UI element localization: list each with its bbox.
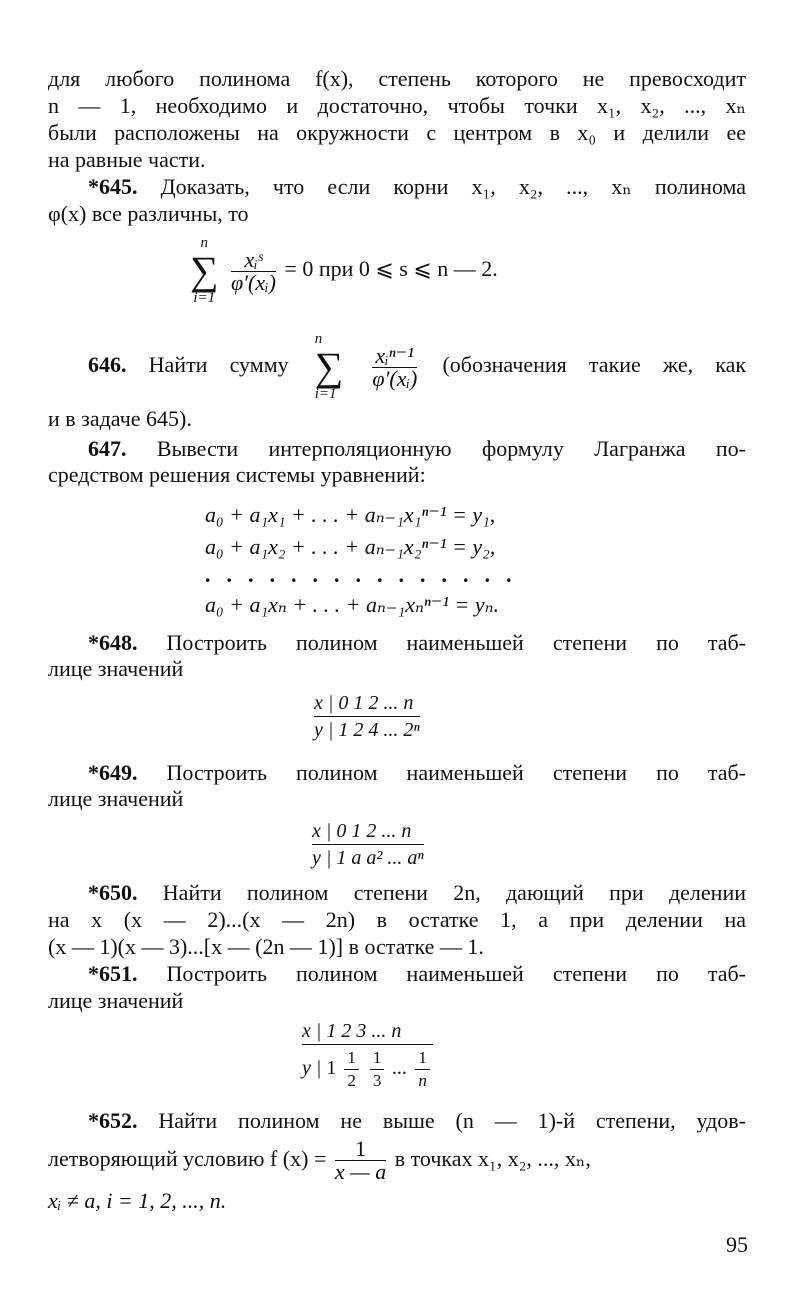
problem-652-line-2 bbox=[48, 1134, 746, 1184]
problem-650-number: *650. bbox=[88, 880, 138, 905]
problem-652-text-b: в точках x₁, x₂, ..., xₙ, bbox=[394, 1146, 591, 1171]
problem-645-formula bbox=[186, 236, 498, 306]
table-y-value: 1 bbox=[326, 1057, 337, 1079]
table-row-y: y | 1 a a² ... aⁿ bbox=[312, 844, 424, 871]
intro-line-1: для любого полинома f(x), степень которого не превосходит bbox=[48, 66, 746, 91]
table-fraction bbox=[370, 1047, 385, 1092]
value-table-651 bbox=[302, 1018, 433, 1092]
problem-647-text: Вывести интерполяционную формулу Лагранжа по- bbox=[156, 436, 746, 461]
problem-648-text: Построить полином наименьшей степени по таб- bbox=[166, 630, 747, 655]
problem-646-text-a: Найти сумму bbox=[148, 352, 289, 378]
problem-648-line-1 bbox=[88, 630, 746, 656]
sum-fraction bbox=[231, 246, 276, 295]
sigma-icon: ∑ bbox=[314, 344, 344, 389]
problem-648-line-2: лице значений bbox=[48, 656, 184, 681]
problem-650-line-1 bbox=[88, 880, 746, 906]
problem-652-text: Найти полином не выше (n — 1)-й степени, удов- bbox=[158, 1108, 747, 1133]
sum-lower-limit: i=1 bbox=[193, 290, 216, 306]
sum-fraction bbox=[372, 342, 418, 391]
page-number: 95 bbox=[726, 1232, 748, 1257]
intro-line-4: на равные части. bbox=[48, 147, 206, 172]
problem-647-number: 647. bbox=[88, 436, 127, 461]
fraction-numerator: 1 bbox=[344, 1047, 359, 1070]
table-ellipsis: ... bbox=[392, 1057, 408, 1079]
problem-651-number: *651. bbox=[88, 961, 138, 986]
value-table-648 bbox=[314, 690, 420, 743]
problem-649-line-1 bbox=[88, 760, 746, 786]
fraction-denominator: x — a bbox=[334, 1159, 387, 1185]
table-row-x: x | 0 1 2 ... n bbox=[314, 692, 414, 714]
fraction-numerator: 1 bbox=[415, 1047, 430, 1070]
intro-line-3: были расположены на окружности с центром в x₀ и делили ее bbox=[48, 120, 746, 145]
problem-650-line-2: на x (x — 2)...(x — 2n) в остатке 1, а при делении на bbox=[48, 907, 746, 932]
problem-645-line-2: φ(x) все различны, то bbox=[48, 201, 249, 226]
problem-651-line-2: лице значений bbox=[48, 988, 184, 1013]
problem-650-text: Найти полином степени 2n, дающий при делении bbox=[162, 880, 747, 905]
problem-651-line-1 bbox=[88, 961, 746, 987]
problem-649-text: Построить полином наименьшей степени по таб- bbox=[166, 760, 747, 785]
equation-dots: ............... bbox=[205, 562, 528, 587]
condition-fraction bbox=[335, 1138, 386, 1183]
sum-symbol bbox=[190, 236, 219, 306]
equation-2: a₀ + a₁x₂ + . . . + aₙ₋₁x₂ⁿ⁻¹ = y₂, bbox=[205, 534, 496, 559]
problem-645-number: *645. bbox=[88, 174, 138, 199]
fraction-numerator: xᵢⁿ⁻¹ bbox=[372, 345, 417, 368]
table-row-y: y | 1 2 4 ... 2ⁿ bbox=[314, 716, 420, 743]
sum-symbol bbox=[315, 332, 344, 402]
fraction-denominator: φ′(xᵢ) bbox=[231, 269, 276, 295]
problem-651-text: Построить полином наименьшей степени по таб- bbox=[166, 961, 747, 986]
problem-647-line-2: средством решения системы уравнений: bbox=[48, 462, 426, 487]
fraction-denominator: 2 bbox=[347, 1070, 356, 1090]
problem-652-text-a: летворяющий условию f (x) = bbox=[48, 1146, 327, 1171]
equation-1: a₀ + a₁x₁ + . . . + aₙ₋₁x₁ⁿ⁻¹ = y₁, bbox=[205, 502, 496, 527]
problem-649-line-2: лице значений bbox=[48, 786, 184, 811]
problem-646-number: 646. bbox=[88, 352, 127, 378]
sum-upper-limit: n bbox=[200, 235, 208, 251]
fraction-denominator: n bbox=[418, 1070, 427, 1090]
problem-647-line-1 bbox=[88, 436, 746, 462]
fraction-denominator: 3 bbox=[372, 1070, 382, 1090]
fraction-numerator: 1 bbox=[370, 1047, 385, 1070]
value-table-649 bbox=[312, 818, 424, 871]
intro-line-2: n — 1, необходимо и достаточно, чтобы точки x₁, x₂, ..., xₙ bbox=[48, 93, 746, 118]
sigma-icon: ∑ bbox=[190, 248, 219, 293]
problem-652-line-3: xᵢ ≠ a, i = 1, 2, ..., n. bbox=[48, 1188, 227, 1213]
fraction-numerator: xᵢˢ bbox=[231, 249, 276, 272]
problem-646-line-1 bbox=[88, 331, 747, 402]
problem-645-line-1 bbox=[88, 174, 746, 200]
formula-condition: = 0 при 0 ⩽ s ⩽ n — 2. bbox=[284, 256, 498, 282]
equation-n: a₀ + a₁xₙ + . . . + aₙ₋₁xₙⁿ⁻¹ = yₙ. bbox=[205, 592, 500, 617]
problem-645-text: Доказать, что если корни x₁, x₂, ..., xₙ полинома bbox=[160, 174, 747, 199]
table-fraction bbox=[344, 1047, 359, 1092]
table-row-y: y | 1 $\frac{1}{2}$ $\frac{1}{3}$ ... $\frac{1}{n}$ bbox=[302, 1044, 433, 1092]
problem-652-number: *652. bbox=[88, 1108, 138, 1133]
problem-648-number: *648. bbox=[88, 630, 138, 655]
table-row-x: x | 0 1 2 ... n bbox=[312, 820, 412, 842]
sum-upper-limit: n bbox=[314, 331, 323, 347]
table-fraction bbox=[415, 1047, 430, 1092]
problem-649-number: *649. bbox=[88, 760, 138, 785]
table-y-label: y bbox=[302, 1057, 311, 1079]
fraction-numerator: 1 bbox=[335, 1138, 386, 1161]
problem-652-line-1 bbox=[88, 1108, 746, 1134]
problem-646-text-b: (обозначения такие же, как bbox=[442, 352, 747, 378]
problem-646-line-2: и в задаче 645). bbox=[48, 406, 192, 431]
sum-lower-limit: i=1 bbox=[314, 386, 337, 402]
table-row-x: x | 1 2 3 ... n bbox=[302, 1020, 402, 1042]
problem-650-line-3: (x — 1)(x — 3)...[x — (2n — 1)] в остатке — 1. bbox=[48, 934, 484, 959]
fraction-denominator: φ′(xᵢ) bbox=[372, 365, 418, 391]
